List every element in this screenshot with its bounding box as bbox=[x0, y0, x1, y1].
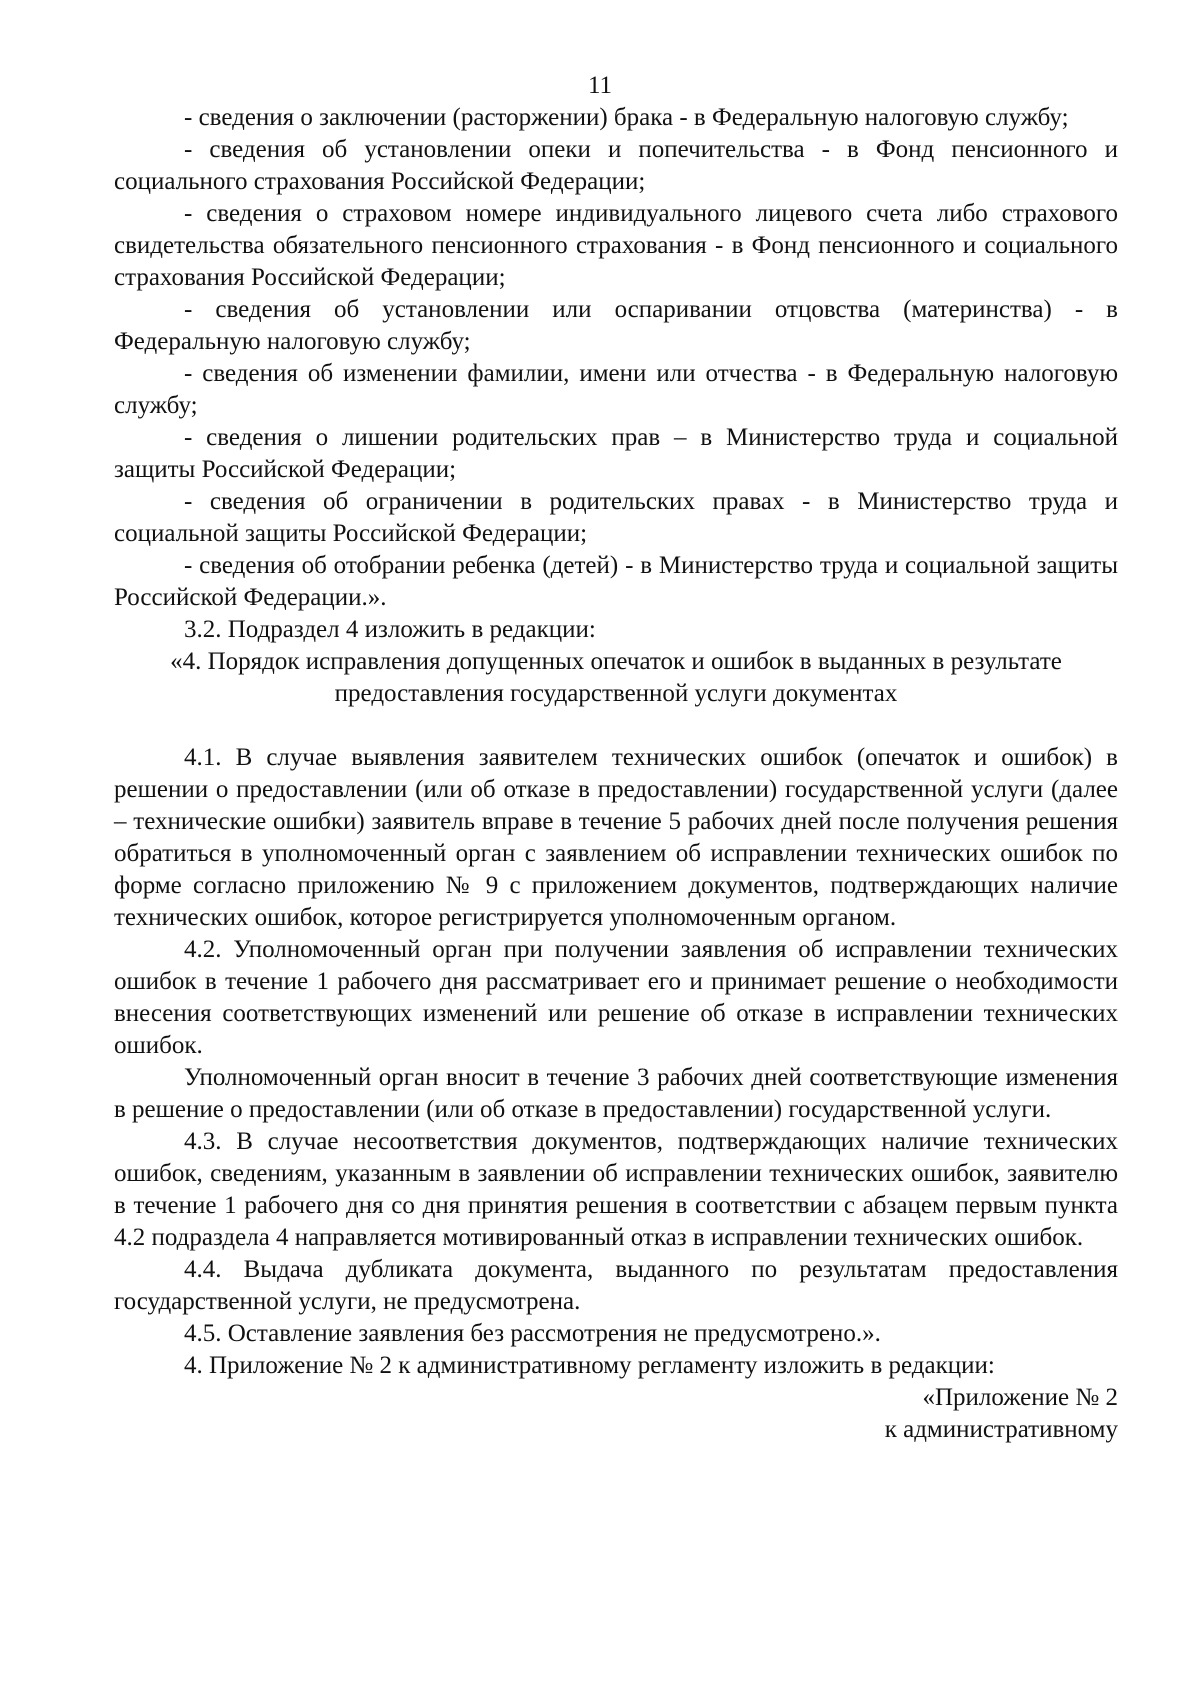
document-body bbox=[114, 102, 1118, 1446]
section-heading: «4. Порядок исправления допущенных опечаток и ошибок в выданных в результате предоставления государственной услуги документах bbox=[170, 648, 1062, 707]
paragraph: - сведения об изменении фамилии, имени или отчества - в Федеральную налоговую службу; bbox=[114, 360, 1118, 419]
paragraph: 4.2. Уполномоченный орган при получении заявления об исправлении технических ошибок в течение 1 рабочего дня рассматривает его и принимает решение о необходимости внесения соответствующих изменений или решение об отказе в исправлении технических ошибок. bbox=[114, 936, 1118, 1059]
paragraph: - сведения о заключении (расторжении) брака - в Федеральную налоговую службу; bbox=[184, 104, 1069, 131]
paragraph: 3.2. Подраздел 4 изложить в редакции: bbox=[184, 616, 596, 643]
paragraph: 4.4. Выдача дубликата документа, выданного по результатам предоставления государственной услуги, не предусмотрена. bbox=[114, 1256, 1118, 1315]
paragraph: - сведения об установлении или оспаривании отцовства (материнства) - в Федеральную налоговую службу; bbox=[114, 296, 1118, 355]
paragraph: - сведения об ограничении в родительских правах - в Министерство труда и социальной защиты Российской Федерации; bbox=[114, 488, 1118, 547]
paragraph: - сведения о лишении родительских прав – в Министерство труда и социальной защиты Российской Федерации; bbox=[114, 424, 1118, 483]
paragraph: - сведения об установлении опеки и попечительства - в Фонд пенсионного и социального страхования Российской Федерации; bbox=[114, 136, 1118, 195]
spacer bbox=[114, 710, 1118, 742]
appendix-caption-line: «Приложение № 2 bbox=[922, 1384, 1118, 1411]
paragraph: 4.3. В случае несоответствия документов, подтверждающих наличие технических ошибок, сведениям, указанным в заявлении об исправлении технических ошибок, заявителю в течение 1 рабочего дня со дня принятия решения в соответствии с абзацем первым пункта 4.2 подраздела 4 направляется мотивированный отказ в исправлении технических ошибок. bbox=[114, 1128, 1118, 1251]
appendix-caption-line: к административному bbox=[884, 1416, 1118, 1443]
paragraph: 4.5. Оставление заявления без рассмотрения не предусмотрено.». bbox=[184, 1320, 881, 1347]
paragraph: - сведения о страховом номере индивидуального лицевого счета либо страхового свидетельства обязательного пенсионного страхования - в Фонд пенсионного и социального страхования Российской Федерации; bbox=[114, 200, 1118, 291]
page-number: 11 bbox=[587, 72, 613, 99]
paragraph: - сведения об отобрании ребенка (детей) - в Министерство труда и социальной защиты Российской Федерации.». bbox=[114, 552, 1118, 611]
paragraph: Уполномоченный орган вносит в течение 3 рабочих дней соответствующие изменения в решение о предоставлении (или об отказе в предоставлении) государственной услуги. bbox=[114, 1064, 1118, 1123]
paragraph: 4. Приложение № 2 к административному регламенту изложить в редакции: bbox=[184, 1352, 995, 1379]
paragraph: 4.1. В случае выявления заявителем технических ошибок (опечаток и ошибок) в решении о предоставлении (или об отказе в предоставлении) государственной услуги (далее – технические ошибки) заявитель вправе в течение 5 рабочих дней после получения решения обратиться в уполномоченный орган с заявлением об исправлении технических ошибок по форме согласно приложению № 9 с приложением документов, подтверждающих наличие технических ошибок, которое регистрируется уполномоченным органом. bbox=[114, 744, 1118, 931]
